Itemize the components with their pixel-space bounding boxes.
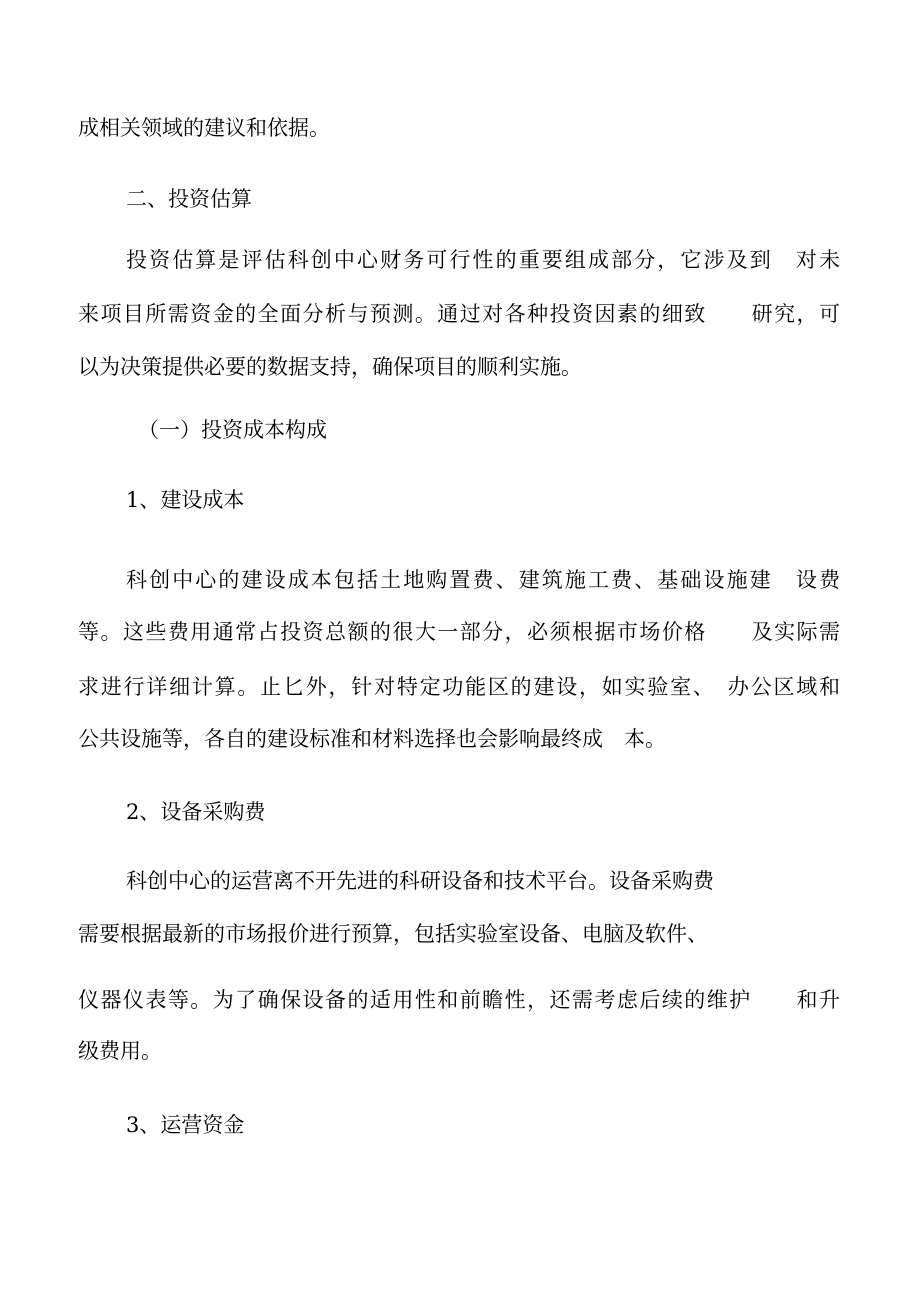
section-heading-investment-estimate: 二、投资估算 — [126, 187, 252, 211]
paragraph-equipment-line-3: 仪器仪表等。为了确保设备的适用性和前瞻性，还需考虑后续的维护 和升 — [78, 988, 840, 1012]
item-heading-equipment-cost: 2、设备采购费 — [126, 800, 266, 824]
paragraph-construction-line-4: 公共设施等，各自的建设标准和材料选择也会影响最终成 本。 — [78, 727, 666, 751]
paragraph-investment-line-3: 以为决策提供必要的数据支持，确保项目的顺利实施。 — [78, 355, 582, 379]
item-heading-operating-funds: 3、运营资金 — [126, 1113, 245, 1137]
paragraph-investment-line-2: 来项目所需资金的全面分析与预测。通过对各种投资因素的细致 研究，可 — [78, 302, 840, 326]
paragraph-construction-line-2: 等。这些费用通常占投资总额的很大一部分，必须根据市场价格 及实际需 — [78, 620, 840, 644]
item-heading-construction-cost: 1、建设成本 — [126, 488, 245, 512]
paragraph-equipment-line-1: 科创中心的运营离不开先进的科研设备和技术平台。设备采购费 — [126, 869, 714, 893]
subsection-heading-cost-composition: （一）投资成本构成 — [138, 418, 327, 442]
paragraph-investment-line-1: 投资估算是评估科创中心财务可行性的重要组成部分，它涉及到 对未 — [126, 248, 840, 272]
paragraph-construction-line-1: 科创中心的建设成本包括土地购置费、建筑施工费、基础设施建 设费 — [126, 568, 840, 592]
paragraph-equipment-line-2: 需要根据最新的市场报价进行预算，包括实验室设备、电脑及软件、 — [78, 922, 708, 946]
paragraph-equipment-line-4: 级费用。 — [78, 1039, 162, 1063]
paragraph-continuation: 成相关领域的建议和依据。 — [78, 116, 330, 140]
paragraph-construction-line-3: 求进行详细计算。止匕外，针对特定功能区的建设，如实验室、 办公区域和 — [78, 675, 840, 699]
